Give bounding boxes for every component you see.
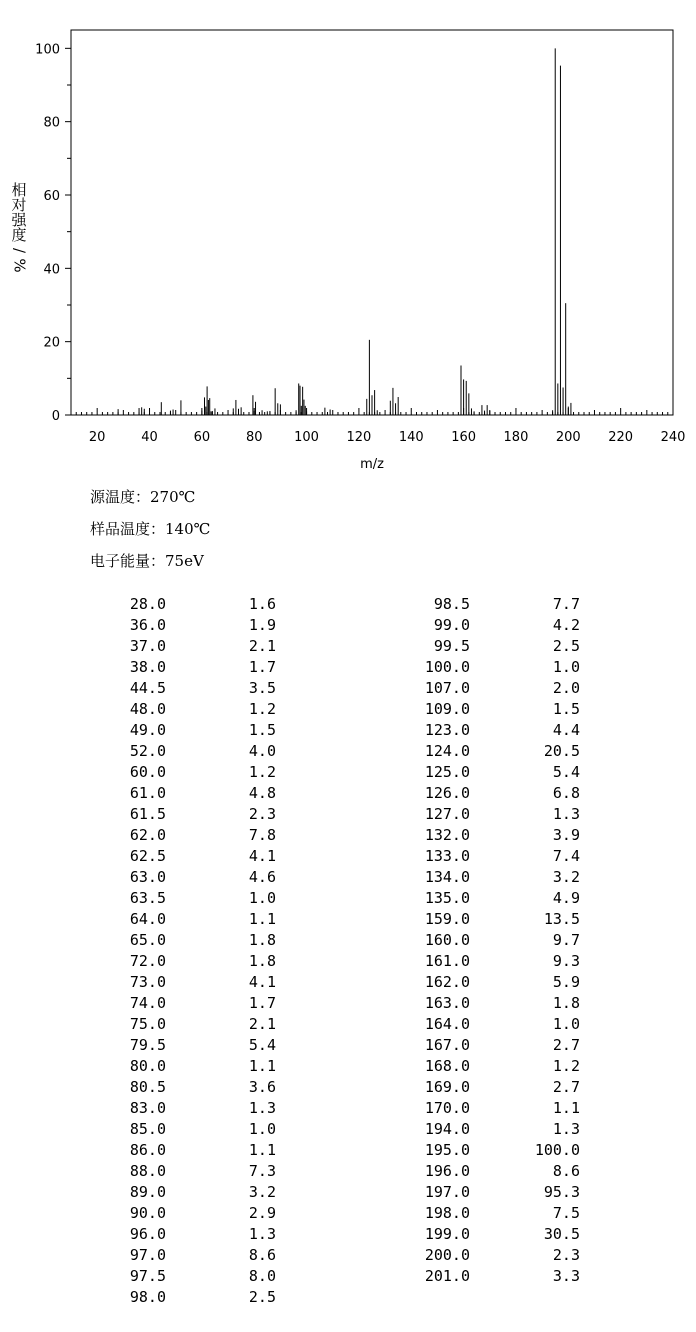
intensity-cell: 9.3 — [552, 952, 580, 970]
intensity-cell: 1.3 — [552, 1120, 580, 1138]
y-axis-label-char: 相 — [11, 181, 27, 199]
y-axis-label — [8, 183, 30, 273]
intensity-cell: 7.4 — [552, 847, 580, 865]
intensity-cell: 7.5 — [552, 1204, 580, 1222]
plot-frame — [71, 30, 673, 415]
mz-cell: 200.0 — [424, 1246, 470, 1264]
intensity-cell: 2.5 — [248, 1288, 276, 1306]
intensity-cell: 2.3 — [552, 1246, 580, 1264]
x-axis-label: m/z — [360, 457, 384, 472]
intensity-cell: 1.1 — [552, 1099, 580, 1117]
mz-cell: 62.0 — [129, 826, 166, 844]
x-tick-label: 40 — [141, 430, 158, 445]
param-label: 样品温度： — [90, 520, 166, 538]
mz-cell: 52.0 — [129, 742, 166, 760]
intensity-cell: 1.9 — [248, 616, 276, 634]
mz-cell: 88.0 — [129, 1162, 166, 1180]
intensity-cell: 5.9 — [552, 973, 580, 991]
intensity-cell: 2.5 — [552, 637, 580, 655]
mz-cell: 194.0 — [424, 1120, 470, 1138]
x-tick-label: 100 — [294, 430, 319, 445]
x-axis-ticks — [76, 408, 685, 445]
intensity-cell: 1.8 — [552, 994, 580, 1012]
mz-cell: 161.0 — [424, 952, 470, 970]
mz-cell: 75.0 — [129, 1015, 166, 1033]
y-axis-label-char: 对 — [11, 196, 27, 214]
acquisition-parameters — [90, 486, 210, 582]
param-value: 75eV — [165, 552, 204, 570]
mz-cell: 169.0 — [424, 1078, 470, 1096]
intensity-cell: 4.1 — [248, 847, 276, 865]
mz-cell: 201.0 — [424, 1267, 470, 1285]
y-tick-label: 0 — [51, 409, 60, 424]
mz-cell: 164.0 — [424, 1015, 470, 1033]
y-axis-label-char: 度 — [11, 226, 27, 244]
mz-cell: 198.0 — [424, 1204, 470, 1222]
intensity-cell: 3.6 — [248, 1078, 276, 1096]
mz-cell: 62.5 — [129, 847, 166, 865]
x-tick-label: 160 — [451, 430, 477, 445]
y-axis-label-char: 强 — [11, 211, 27, 229]
intensity-cell: 3.5 — [248, 679, 276, 697]
y-tick-label: 80 — [43, 115, 60, 131]
mz-cell: 126.0 — [424, 784, 470, 802]
mz-cell: 98.5 — [433, 595, 470, 613]
intensity-cell: 3.3 — [552, 1267, 580, 1285]
mz-cell: 49.0 — [129, 721, 166, 739]
mz-cell: 127.0 — [424, 805, 470, 823]
intensity-cell: 1.5 — [248, 721, 276, 739]
intensity-cell: 3.9 — [552, 826, 580, 844]
left-intensity-column — [210, 594, 276, 1308]
mz-cell: 125.0 — [424, 763, 470, 781]
mz-cell: 98.0 — [129, 1288, 166, 1306]
intensity-cell: 4.0 — [248, 742, 276, 760]
intensity-cell: 4.6 — [248, 868, 276, 886]
intensity-cell: 30.5 — [543, 1225, 580, 1243]
intensity-cell: 2.7 — [552, 1036, 580, 1054]
mz-cell: 83.0 — [129, 1099, 166, 1117]
x-tick-label: 140 — [398, 430, 424, 445]
x-tick-label: 120 — [346, 430, 372, 445]
intensity-cell: 4.4 — [552, 721, 580, 739]
mz-cell: 170.0 — [424, 1099, 470, 1117]
intensity-cell: 5.4 — [552, 763, 580, 781]
mz-cell: 133.0 — [424, 847, 470, 865]
mz-cell: 28.0 — [129, 595, 166, 613]
mz-cell: 97.0 — [129, 1246, 166, 1264]
intensity-cell: 8.6 — [552, 1162, 580, 1180]
param-line — [90, 550, 210, 582]
intensity-cell: 1.2 — [248, 763, 276, 781]
intensity-cell: 1.2 — [552, 1057, 580, 1075]
intensity-cell: 4.2 — [552, 616, 580, 634]
intensity-cell: 8.6 — [248, 1246, 276, 1264]
mz-cell: 65.0 — [129, 931, 166, 949]
intensity-cell: 4.9 — [552, 889, 580, 907]
x-tick-label: 200 — [555, 430, 581, 445]
x-tick-label: 220 — [608, 430, 634, 445]
intensity-cell: 1.6 — [248, 595, 276, 613]
intensity-cell: 7.3 — [248, 1162, 276, 1180]
mz-cell: 199.0 — [424, 1225, 470, 1243]
param-value: 270℃ — [150, 488, 196, 506]
mz-cell: 38.0 — [129, 658, 166, 676]
mass-spectrum-chart — [0, 0, 696, 480]
mz-cell: 159.0 — [424, 910, 470, 928]
y-axis-label-char: % — [10, 258, 29, 273]
intensity-cell: 1.7 — [248, 658, 276, 676]
intensity-cell: 7.7 — [552, 595, 580, 613]
param-line — [90, 518, 210, 550]
mz-cell: 90.0 — [129, 1204, 166, 1222]
intensity-cell: 2.1 — [248, 1015, 276, 1033]
intensity-cell: 8.0 — [248, 1267, 276, 1285]
intensity-cell: 1.1 — [248, 1057, 276, 1075]
mz-cell: 99.5 — [433, 637, 470, 655]
intensity-cell: 4.8 — [248, 784, 276, 802]
intensity-cell: 2.9 — [248, 1204, 276, 1222]
y-axis-ticks — [35, 42, 71, 424]
mz-cell: 80.0 — [129, 1057, 166, 1075]
intensity-cell: 1.0 — [248, 1120, 276, 1138]
intensity-cell: 1.7 — [248, 994, 276, 1012]
x-tick-label: 20 — [88, 430, 106, 445]
param-label: 源温度： — [90, 488, 151, 506]
mz-cell: 123.0 — [424, 721, 470, 739]
intensity-cell: 1.3 — [248, 1099, 276, 1117]
intensity-cell: 1.0 — [552, 1015, 580, 1033]
mz-cell: 63.5 — [129, 889, 166, 907]
mz-cell: 79.5 — [129, 1036, 166, 1054]
y-tick-label: 20 — [43, 335, 60, 351]
mz-cell: 74.0 — [129, 994, 166, 1012]
mz-cell: 37.0 — [129, 637, 166, 655]
mz-cell: 36.0 — [129, 616, 166, 634]
intensity-cell: 100.0 — [534, 1141, 580, 1159]
intensity-cell: 9.7 — [552, 931, 580, 949]
y-tick-label: 100 — [35, 42, 60, 58]
mz-cell: 100.0 — [424, 658, 470, 676]
intensity-cell: 2.7 — [552, 1078, 580, 1096]
mz-cell: 73.0 — [129, 973, 166, 991]
mz-cell: 72.0 — [129, 952, 166, 970]
intensity-cell: 1.0 — [552, 658, 580, 676]
mz-cell: 89.0 — [129, 1183, 166, 1201]
right-mz-column — [400, 594, 470, 1287]
x-tick-label: 180 — [503, 430, 529, 445]
mz-cell: 60.0 — [129, 763, 166, 781]
mz-cell: 107.0 — [424, 679, 470, 697]
x-tick-label: 240 — [660, 430, 686, 445]
mz-cell: 160.0 — [424, 931, 470, 949]
mz-cell: 61.5 — [129, 805, 166, 823]
param-line — [90, 486, 210, 518]
x-tick-label: 80 — [245, 430, 263, 445]
mz-cell: 86.0 — [129, 1141, 166, 1159]
intensity-cell: 95.3 — [543, 1183, 580, 1201]
intensity-cell: 1.8 — [248, 931, 276, 949]
x-tick-label: 60 — [193, 430, 211, 445]
intensity-cell: 2.3 — [248, 805, 276, 823]
intensity-cell: 1.1 — [248, 1141, 276, 1159]
mz-cell: 80.5 — [129, 1078, 166, 1096]
intensity-cell: 2.1 — [248, 637, 276, 655]
mz-cell: 109.0 — [424, 700, 470, 718]
mz-cell: 167.0 — [424, 1036, 470, 1054]
mz-cell: 96.0 — [129, 1225, 166, 1243]
mz-cell: 168.0 — [424, 1057, 470, 1075]
mz-cell: 44.5 — [129, 679, 166, 697]
intensity-cell: 1.2 — [248, 700, 276, 718]
intensity-cell: 3.2 — [248, 1183, 276, 1201]
intensity-cell: 2.0 — [552, 679, 580, 697]
intensity-cell: 7.8 — [248, 826, 276, 844]
intensity-cell: 1.8 — [248, 952, 276, 970]
intensity-cell: 1.3 — [552, 805, 580, 823]
mz-cell: 132.0 — [424, 826, 470, 844]
intensity-cell: 4.1 — [248, 973, 276, 991]
intensity-cell: 20.5 — [543, 742, 580, 760]
mz-cell: 63.0 — [129, 868, 166, 886]
mz-cell: 64.0 — [129, 910, 166, 928]
mz-cell: 196.0 — [424, 1162, 470, 1180]
intensity-cell: 1.0 — [248, 889, 276, 907]
mz-cell: 162.0 — [424, 973, 470, 991]
mz-cell: 124.0 — [424, 742, 470, 760]
intensity-cell: 6.8 — [552, 784, 580, 802]
intensity-cell: 5.4 — [248, 1036, 276, 1054]
param-label: 电子能量： — [90, 552, 166, 570]
mz-cell: 197.0 — [424, 1183, 470, 1201]
mz-cell: 97.5 — [129, 1267, 166, 1285]
mz-cell: 61.0 — [129, 784, 166, 802]
mz-cell: 195.0 — [424, 1141, 470, 1159]
mz-cell: 163.0 — [424, 994, 470, 1012]
intensity-cell: 13.5 — [543, 910, 580, 928]
y-axis-label-char: / — [10, 247, 29, 254]
mz-cell: 85.0 — [129, 1120, 166, 1138]
left-mz-column — [100, 594, 166, 1308]
peak-bars — [118, 48, 571, 415]
param-value: 140℃ — [165, 520, 211, 538]
mz-cell: 134.0 — [424, 868, 470, 886]
intensity-cell: 3.2 — [552, 868, 580, 886]
y-tick-label: 40 — [43, 262, 60, 278]
mz-cell: 48.0 — [129, 700, 166, 718]
mz-cell: 135.0 — [424, 889, 470, 907]
intensity-cell: 1.5 — [552, 700, 580, 718]
right-intensity-column — [510, 594, 580, 1287]
intensity-cell: 1.3 — [248, 1225, 276, 1243]
mz-cell: 99.0 — [433, 616, 470, 634]
y-tick-label: 60 — [43, 189, 60, 204]
intensity-cell: 1.1 — [248, 910, 276, 928]
